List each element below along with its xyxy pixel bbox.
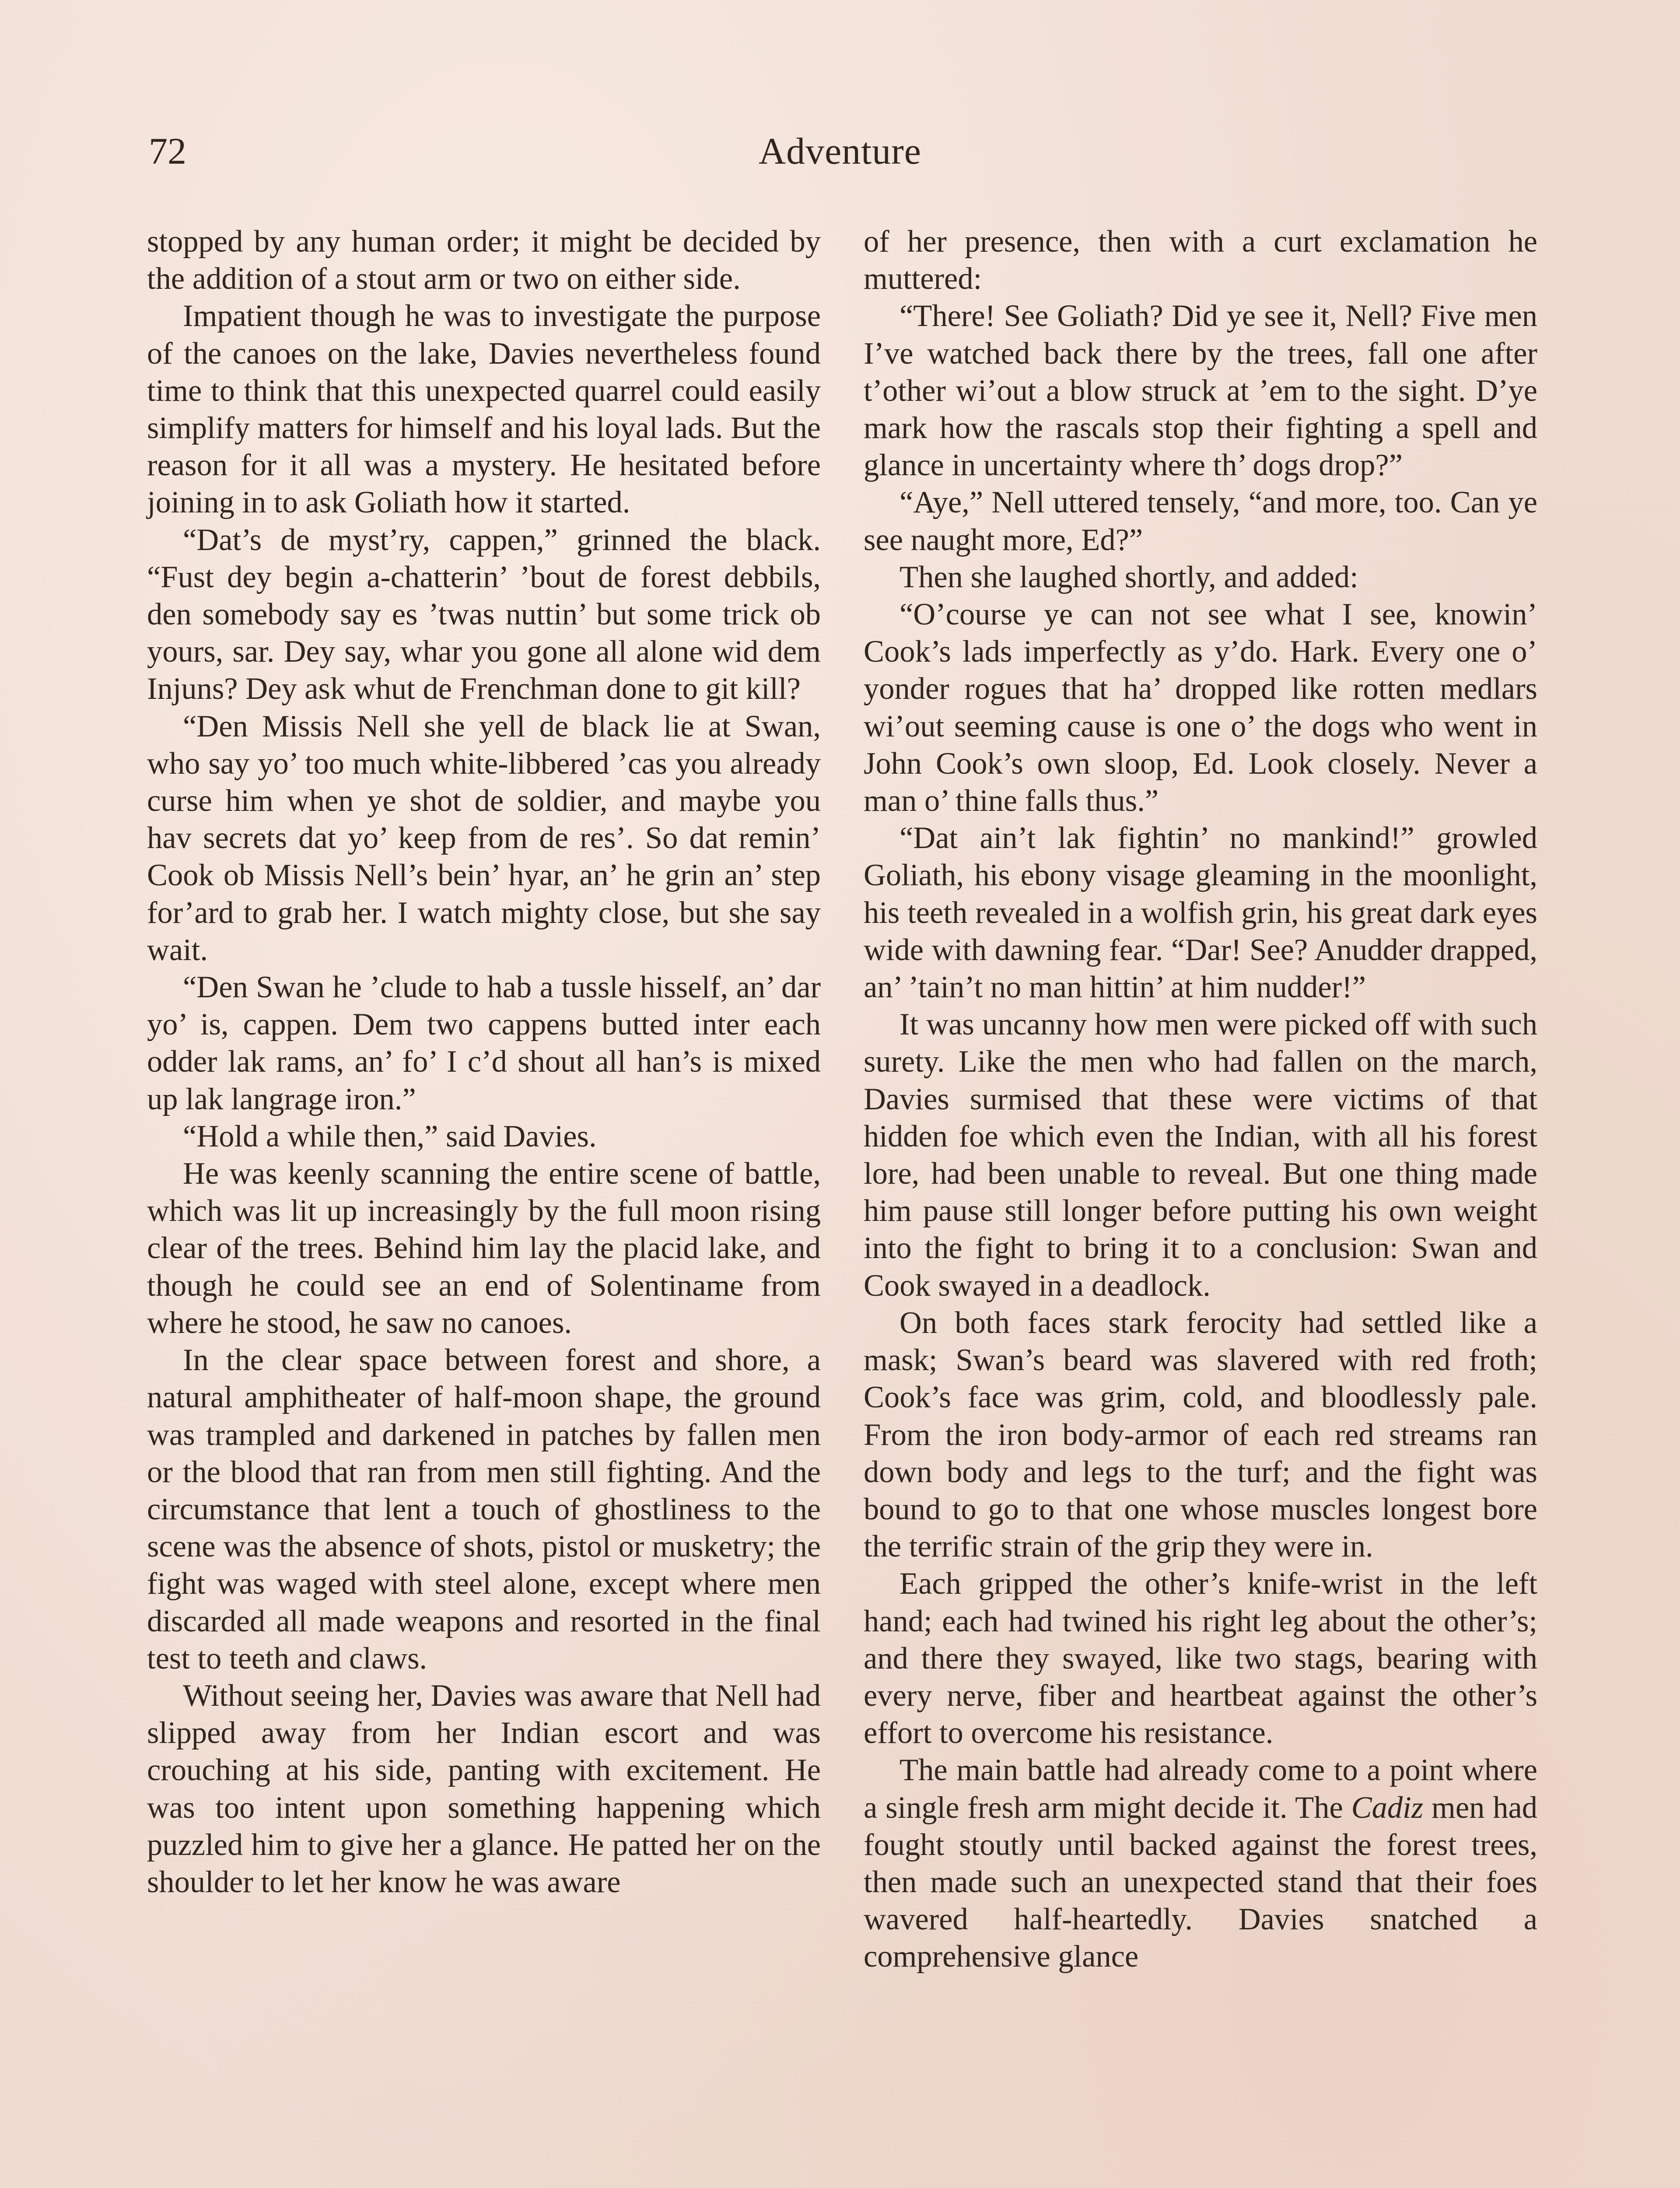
paragraph: “Dat ain’t lak fightin’ no mankind!” growled Goliath, his ebony visage gleaming in the moonlight, his teeth revealed in a wolfish grin, his great dark eyes wide with dawning fear. “Dar! See? Anudder drapped, an’ ’tain’t no man hittin’ at him nudder!” (864, 821, 1537, 1005)
paragraph: “Den Swan he ’clude to hab a tussle hisself, an’ dar yo’ is, cappen. Dem two cappens butted inter each odder lak rams, an’ fo’ I c’d shout all han’s is mixed up lak langrage iron.” (147, 970, 821, 1116)
running-head: Adventure (759, 130, 921, 172)
paragraph: Impatient though he was to investigate the purpose of the canoes on the lake, Davies nevertheless found time to think that this unexpected quarrel could easily simplify matters for himself and his loyal lads. But the reason for it all was a mystery. He hesitated before joining in to ask Goliath how it started. (147, 299, 821, 520)
ship-name: Cadiz (1351, 1790, 1424, 1825)
paragraph: It was uncanny how men were picked off with such surety. Like the men who had fallen on the march, Davies surmised that these were victims of that hidden foe which even the Indian, with all his forest lore, had been unable to reveal. But one thing made him pause still longer before putting his own weight into the fight to bring it to a conclusion: Swan and Cook swayed in a deadlock. (864, 1007, 1537, 1303)
paragraph: “O’course ye can not see what I see, knowin’ Cook’s lads imperfectly as y’do. Hark. Every one o’ yonder rogues that ha’ dropped like rotten medlars wi’out seeming cause is one o’ the dogs who went in John Cook’s own sloop, Ed. Look closely. Never a man o’ thine falls thus.” (864, 597, 1537, 818)
paragraph: Then she laughed shortly, and added: (900, 560, 1358, 594)
paragraph: In the clear space between forest and shore, a natural amphitheater of half-moon shape, the ground was trampled and darkened in patches by fallen men or the blood that ran from men still fighting. And the circumstance that lent a touch of ghostliness to the scene was the absence of shots, pistol or musketry; the fight was waged with steel alone, except where men discarded all made weapons and resorted in the final test to teeth and claws. (147, 1343, 821, 1676)
paragraph: stopped by any human order; it might be decided by the addition of a stout arm or two on either side. (147, 224, 821, 296)
paragraph: Without seeing her, Davies was aware that Nell had slipped away from her Indian escort and was crouching at his side, panting with excitement. He was too intent upon something happening which puzzled him to give her a glance. He patted her on the shoulder to let her know he was aware (147, 1678, 821, 1899)
paragraph: of her presence, then with a curt exclamation he muttered: (864, 224, 1537, 296)
text-run: men had fought stoutly until backed against the forest trees, then made such an unexpected stand that their foes wavered half-heartedly. Davies snatched a comprehensive glance (864, 1790, 1537, 1974)
paragraph: “Dat’s de myst’ry, cappen,” grinned the black. “Fust dey begin a-chatterin’ ’bout de forest debbils, den somebody say es ’twas nuttin’ but some trick ob yours, sar. Dey say, whar you gone all alone wid dem Injuns? Dey ask whut de Frenchman done to git kill? (147, 522, 821, 706)
paragraph: Each gripped the other’s knife-wrist in the left hand; each had twined his right leg about the other’s; and there they swayed, like two stags, bearing with every nerve, fiber and heartbeat against the other’s effort to overcome his resistance. (864, 1567, 1537, 1750)
paragraph: “Hold a while then,” said Davies. (183, 1119, 597, 1154)
paragraph: On both faces stark ferocity had settled like a mask; Swan’s beard was slavered with red froth; Cook’s face was grim, cold, and bloodlessly pale. From the iron body-armor of each red streams ran down body and legs to the turf; and the fight was bound to go to that one whose muscles longest bore the terrific strain of the grip they were in. (864, 1305, 1537, 1564)
text-run: The main battle had already come to a point where a single fresh arm might decide it. The (864, 1753, 1537, 1825)
right-column (864, 223, 1537, 1976)
paragraph (864, 1752, 1537, 1975)
paragraph: “Aye,” Nell uttered tensely, “and more, too. Can ye see naught more, Ed?” (864, 485, 1537, 557)
paragraph: “There! See Goliath? Did ye see it, Nell? Five men I’ve watched back there by the trees, fall one after t’other wi’out a blow struck at ’em to the sight. D’ye mark how the rascals stop their fighting a spell and glance in uncertainty where th’ dogs drop?” (864, 299, 1537, 483)
paragraph: He was keenly scanning the entire scene of battle, which was lit up increasingly by the full moon rising clear of the trees. Behind him lay the placid lake, and though he could see an end of Solentiname from where he stood, he saw no canoes. (147, 1157, 821, 1340)
paragraph: “Den Missis Nell she yell de black lie at Swan, who say yo’ too much white-libbered ’cas you already curse him when ye shot de soldier, and maybe you hav secrets dat yo’ keep from de res’. So dat remin’ Cook ob Missis Nell’s bein’ hyar, an’ he grin an’ step for’ard to grab her. I watch mighty close, but she say wait. (147, 709, 821, 967)
page-number: 72 (149, 130, 186, 172)
left-column (147, 223, 821, 1901)
